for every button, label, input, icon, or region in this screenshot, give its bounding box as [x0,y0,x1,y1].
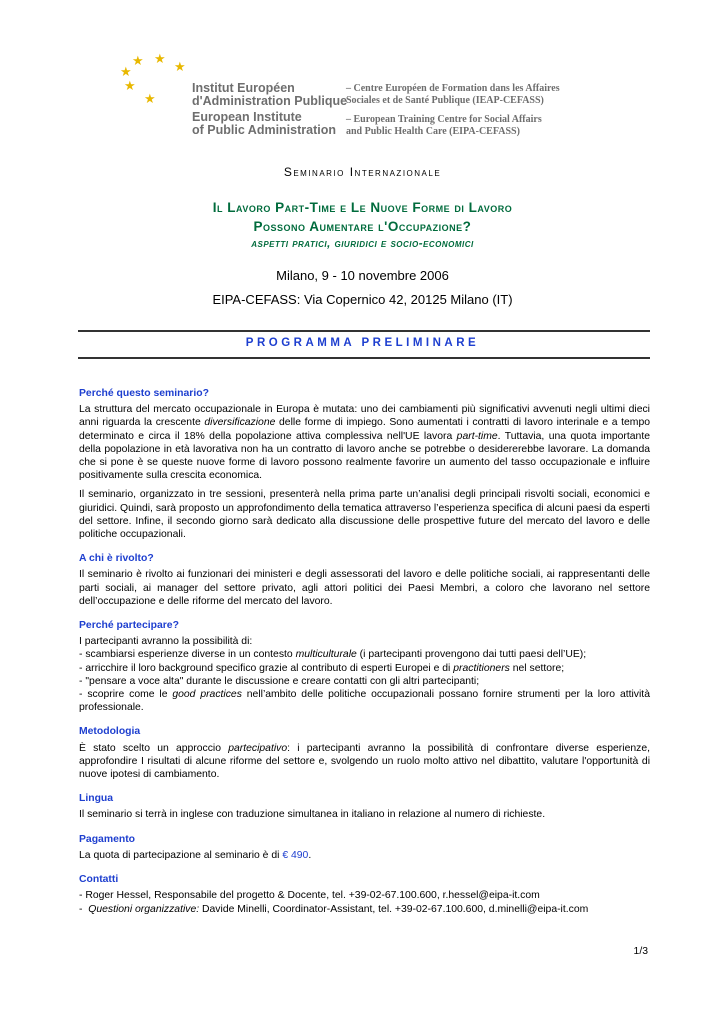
title-line-3 [0,238,725,250]
star-icon: ★ [120,64,132,79]
centre-fr-2: Sociales et de Santé Publique (IEAP-CEFASS) [346,95,544,106]
programme-heading: PROGRAMMA PRELIMINARE [245,337,480,349]
star-icon: ★ [124,78,136,93]
event-venue: EIPA-CEFASS: Via Copernico 42, 20125 Milano (IT) [212,292,513,307]
text: - scoprire come le [79,689,173,701]
title-line-2: Possono Aumentare l'Occupazione? [253,219,472,234]
section-heading: A chi è rivolto? [79,553,154,565]
event-date: Milano, 9 - 10 novembre 2006 [276,268,449,283]
emphasis: part-time [456,430,498,442]
centre-en-1: – European Training Centre for Social Affairs [346,114,542,125]
eu-stars-logo [110,50,190,110]
text: . Tuttavia, una quota importante della popolazione in età lavorativa non ha un contratto di lavoro anche se potrebbe o desidererebbe lavorare. La domanda che si pone è se queste nuove forme di lavoro possono realmente favorire un aumento del tasso occupazionale e influire positivamente sulla crescita economica. [79,430,650,482]
page-number: 1/3 [633,946,648,957]
text: nell’ambito delle politiche occupazionali possano fornire strumenti per la loro attività professionale. [79,689,650,714]
bottom-divider [78,357,650,359]
emphasis: good practices [172,689,242,701]
seminar-label: Seminario Internazionale [283,165,442,179]
section-contacts [79,873,650,916]
list-item [79,648,650,661]
paragraph [79,742,650,782]
title-line-1: Il Lavoro Part-Time e Le Nuove Forme di Lavoro [212,200,513,215]
text: . [308,849,312,861]
star-icon: ★ [154,51,166,66]
text: La quota di partecipazione al seminario è di [79,849,283,861]
paragraph: Il seminario è rivolto ai funzionari dei ministeri e degli assessorati del lavoro e delle politiche sociali, ai rappresentanti delle parti sociali, ai manager del settore privato, agli attori politici dei Paesi Membri, a coloro che lavorano nel settore dell’occupazione e delle riforme del mercato del lavoro. [79,569,650,607]
emphasis: practitioners [453,662,510,674]
programme-body [79,387,650,927]
text: Davide Minelli, Coordinator-Assistant, tel. +39-02-67.100.600, d.minelli@eipa-it.com [199,903,589,915]
paragraph: I partecipanti avranno la possibilità di: [79,636,253,648]
paragraph [79,403,650,482]
section-payment [79,833,650,862]
eipa-header [110,50,590,140]
text: - [79,903,89,915]
emphasis: diversificazione [204,417,276,429]
top-divider [78,330,650,332]
text: - arricchire il loro background specifico grazie al contributo di esperti Europei e di [79,662,454,674]
contact-line [79,903,650,916]
emphasis: Questioni organizzative: [88,903,200,915]
star-icon: ★ [144,91,156,106]
contact-line: - Roger Hessel, Responsabile del progetto & Docente, tel. +39-02-67.100.600, r.hessel@eipa-it.com [79,890,540,902]
section-heading: Perché questo seminario? [79,388,209,399]
institute-name-fr-2: d'Administration Publique [192,94,348,108]
text: (i partecipanti provengono dai tutti paesi dell’UE); [356,649,587,661]
text: delle forme di impiego. Sono aumentati i contratti di lavoro interinale e a tempo determinato e circa il 18% della popolazione attiva complessiva nell'UE lavora [79,417,651,442]
section-methodology [79,725,650,781]
institute-name-en-1: European Institute [192,110,302,124]
text: La struttura del mercato occupazionale in Europa è mutata: uno dei cambiamenti più significativi avvenuti negli ultimi dieci anni riguarda la crescente [79,404,650,429]
section-heading: Pagamento [79,833,136,845]
list-item [79,688,650,714]
institute-name-en-2: of Public Administration [192,123,336,137]
paragraph [79,849,650,862]
section-heading: Perché partecipare? [79,620,179,632]
list-item: - "pensare a voce alta" durante le discussione e creare contatti con gli altri partecipanti; [79,675,480,687]
fee-amount: € 490 [282,849,309,861]
emphasis: multiculturale [295,649,357,661]
section-why-seminar [79,387,650,541]
text: È stato scelto un approccio [79,742,229,754]
section-why-participate [79,619,650,714]
section-language [79,792,650,821]
section-heading: Contatti [79,874,119,886]
text: - scambiarsi esperienze diverse in un contesto [79,649,296,661]
institute-name-fr-1: Institut Européen [192,81,295,95]
list-item [79,662,650,675]
section-audience [79,552,650,608]
text: : i partecipanti avranno la possibilità di confrontare diverse esperienze, approfondire I risultati di alcune riforme del settore e, svolgendo un ruolo molto attivo nel dibattito, valutare l'opportunità di nuove ipotesi di cambiamento. [79,742,650,781]
section-heading: Lingua [79,793,114,805]
section-heading: Metodologia [79,726,141,738]
centre-fr-1: – Centre Européen de Formation dans les Affaires [346,83,560,94]
star-icon: ★ [132,53,144,68]
centre-en-2: and Public Health Care (EIPA-CEFASS) [346,126,520,137]
subtitle-text: aspetti pratici, giuridici e socio-economici [251,238,474,250]
paragraph: Il seminario si terrà in inglese con traduzione simultanea in italiano in relazione al numero di richieste. [79,809,546,821]
text: nel settore; [509,662,565,674]
paragraph: Il seminario, organizzato in tre sessioni, presenterà nella prima parte un’analisi degli principali risvolti sociali, economici e giuridici. Quindi, sarà proposto un approfondimento della tematica attraverso l’esperienza specifica di alcuni paesi da esperti del settore. Infine, il secondo giorno sarà dedicato alla discussione delle prospettive future del mercato del lavoro e delle politiche occupazionali. [79,489,650,541]
emphasis: partecipativo [228,742,288,754]
star-icon: ★ [174,59,186,74]
